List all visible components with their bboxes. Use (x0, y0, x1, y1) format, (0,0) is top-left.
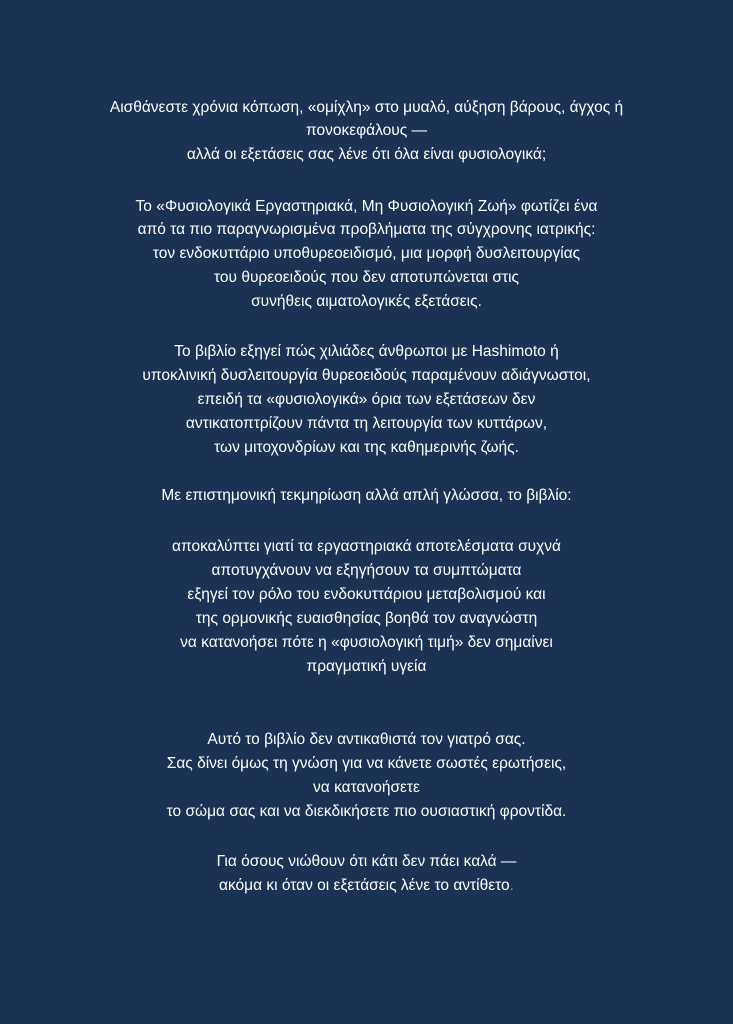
text-line: πραγματική υγεία (306, 658, 427, 675)
text-line-last (0, 875, 733, 897)
text-line: των μιτοχονδρίων και της καθημερινής ζωής. (214, 439, 519, 456)
text-line: της ορμονικής ευαισθησίας βοηθά τον αναγνώστη (195, 610, 538, 627)
text-line: αντικατοπτρίζουν πάντα τη λειτουργία των κυττάρων, (185, 415, 548, 432)
text-line: αλλά οι εξετάσεις σας λένε ότι όλα είναι φυσιολογικά; (186, 146, 547, 163)
text-line: αποκαλύπτει γιατί τα εργαστηριακά αποτελέσματα συχνά (172, 538, 561, 555)
text-line: να κατανοήσει πότε η «φυσιολογική τιμή» δεν σημαίνει (180, 634, 553, 651)
text-line: επειδή τα «φυσιολογικά» όρια των εξετάσεων δεν (197, 391, 536, 408)
text-line: Σας δίνει όμως τη γνώση για να κάνετε σωστές ερωτήσεις, (166, 755, 567, 772)
text-line: πονοκεφάλους — (305, 122, 428, 139)
text-line: του θυρεοειδούς που δεν αποτυπώνεται στις (214, 269, 519, 286)
text-line: να κατανοήσετε (313, 779, 420, 796)
trailing-period: . (509, 877, 514, 894)
text-line: Αισθάνεστε χρόνια κόπωση, «ομίχλη» στο μυαλό, αύξηση βάρους, άγχος ή (109, 99, 624, 116)
text-line: Για όσους νιώθουν ότι κάτι δεν πάει καλά — (216, 853, 517, 870)
text-line: αποτυγχάνουν να εξηγήσουν τα συμπτώματα (211, 562, 522, 579)
text-line: Αυτό το βιβλίο δεν αντικαθιστά τον γιατρό σας. (207, 731, 526, 748)
text-line: τον ενδοκυττάριο υποθυρεοειδισμό, μια μορφή δυσλειτουργίας (152, 245, 581, 262)
text-line: Το «Φυσιολογικά Εργαστηριακά, Μη Φυσιολογική Ζωή» φωτίζει ένα (135, 198, 598, 215)
text-line-content: ακόμα κι όταν οι εξετάσεις λένε το αντίθετο (219, 877, 510, 894)
text-line: εξηγεί τον ρόλο του ενδοκυττάριου μεταβολισμού και (187, 586, 546, 603)
text-line: Το βιβλίο εξηγεί πώς χιλιάδες άνθρωποι με Hashimoto ή (174, 343, 559, 360)
text-line: Με επιστημονική τεκμηρίωση αλλά απλή γλώσσα, το βιβλίο: (161, 487, 572, 504)
text-line: υποκλινική δυσλειτουργία θυρεοειδούς παραμένουν αδιάγνωστοι, (142, 367, 591, 384)
text-line: συνήθεις αιματολογικές εξετάσεις. (251, 293, 482, 310)
text-line: το σώμα σας και να διεκδικήσετε πιο ουσιαστική φροντίδα. (166, 803, 567, 820)
text-line: από τα πιο παραγνωρισμένα προβλήματα της σύγχρονης ιατρικής: (137, 221, 596, 238)
